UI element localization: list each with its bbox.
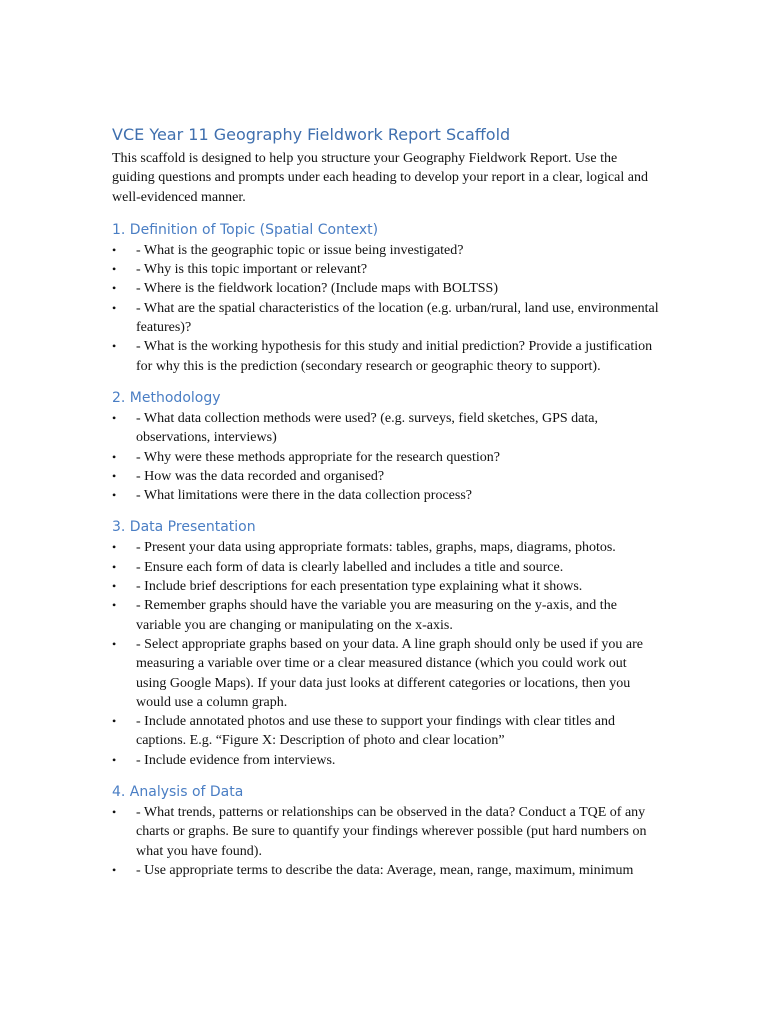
- list-item-text: - Include evidence from interviews.: [136, 752, 336, 768]
- section-heading: 4. Analysis of Data: [112, 784, 244, 801]
- list-item: [112, 803, 660, 861]
- list-item: [112, 448, 660, 467]
- list-item-text: - Why were these methods appropriate for the research question?: [136, 449, 500, 465]
- bullet-list: [112, 241, 660, 376]
- bullet-icon: •: [112, 752, 117, 767]
- list-item-text: - Select appropriate graphs based on your data. A line graph should only be used if you are measuring a variable over time or a clear measured distance (which you could work out using Google Maps). If your data just looks at different categories or locations, then you would use a column graph.: [136, 636, 643, 710]
- list-item-text: - Present your data using appropriate formats: tables, graphs, maps, diagrams, photos.: [136, 540, 616, 556]
- list-item: [112, 337, 660, 376]
- list-item-text: - What data collection methods were used? (e.g. surveys, field sketches, GPS data, observations, interviews): [136, 410, 598, 446]
- list-item: [112, 279, 660, 298]
- bullet-icon: •: [112, 262, 117, 277]
- bullet-icon: •: [112, 449, 117, 464]
- section-definition-of-topic: [112, 220, 660, 376]
- section-methodology: [112, 388, 660, 505]
- section-heading: 3. Data Presentation: [112, 519, 256, 536]
- bullet-icon: •: [112, 559, 117, 574]
- list-item-text: - Include annotated photos and use these to support your findings with clear titles and captions. E.g. “Figure X: Description of photo and clear location”: [136, 714, 616, 749]
- list-item-text: - Remember graphs should have the variable you are measuring on the y-axis, and the variable you are changing or manipulating on the x-axis.: [136, 598, 617, 633]
- bullet-icon: •: [112, 862, 117, 877]
- section-heading: 1. Definition of Topic (Spatial Context): [112, 221, 379, 238]
- section-heading: 2. Methodology: [112, 389, 221, 406]
- section-data-presentation: [112, 517, 660, 770]
- list-item: [112, 577, 660, 596]
- list-item: [112, 538, 660, 557]
- intro-paragraph: This scaffold is designed to help you structure your Geography Fieldwork Report. Use the guiding questions and prompts under each heading to develop your report in a clear, logical and well-evidenced manner.: [112, 151, 648, 205]
- list-item: [112, 712, 660, 751]
- list-item-text: - What is the geographic topic or issue being investigated?: [136, 242, 464, 258]
- list-item-text: - What is the working hypothesis for this study and initial prediction? Provide a justification for why this is the prediction (secondary research or geographic theory to support).: [136, 339, 653, 374]
- list-item-text: - Include brief descriptions for each presentation type explaining what it shows.: [136, 579, 583, 595]
- bullet-icon: •: [112, 468, 117, 483]
- list-item-text: - Use appropriate terms to describe the data: Average, mean, range, maximum, minimum: [136, 862, 634, 878]
- list-item: [112, 299, 660, 338]
- bullet-icon: •: [112, 300, 117, 315]
- bullet-list: [112, 803, 660, 880]
- list-item-text: - How was the data recorded and organised?: [136, 468, 385, 484]
- list-item-text: - What trends, patterns or relationships can be observed in the data? Conduct a TQE of any charts or graphs. Be sure to quantify your findings wherever possible (put hard numbers on what you have found).: [136, 805, 647, 859]
- list-item: [112, 241, 660, 260]
- list-item: [112, 861, 660, 880]
- bullet-icon: •: [112, 410, 117, 425]
- list-item: [112, 467, 660, 486]
- bullet-icon: •: [112, 805, 117, 820]
- list-item: [112, 486, 660, 505]
- bullet-icon: •: [112, 636, 117, 651]
- bullet-list: [112, 538, 660, 770]
- list-item: [112, 260, 660, 279]
- list-item: [112, 558, 660, 577]
- list-item-text: - Ensure each form of data is clearly labelled and includes a title and source.: [136, 559, 564, 575]
- list-item: [112, 751, 660, 770]
- list-item: [112, 409, 660, 448]
- bullet-icon: •: [112, 540, 117, 555]
- bullet-icon: •: [112, 488, 117, 503]
- bullet-icon: •: [112, 281, 117, 296]
- bullet-icon: •: [112, 339, 117, 354]
- list-item-text: - What are the spatial characteristics of the location (e.g. urban/rural, land use, environmental features)?: [136, 300, 659, 336]
- list-item: [112, 596, 660, 635]
- list-item: [112, 635, 660, 712]
- list-item-text: - Why is this topic important or relevant?: [136, 262, 368, 278]
- bullet-icon: •: [112, 714, 117, 729]
- bullet-icon: •: [112, 598, 117, 613]
- bullet-icon: •: [112, 242, 117, 257]
- bullet-icon: •: [112, 579, 117, 594]
- bullet-list: [112, 409, 660, 505]
- list-item-text: - What limitations were there in the data collection process?: [136, 488, 473, 504]
- section-analysis-of-data: [112, 782, 660, 880]
- document-page: [112, 124, 660, 880]
- document-title: VCE Year 11 Geography Fieldwork Report Scaffold: [112, 125, 511, 144]
- list-item-text: - Where is the fieldwork location? (Include maps with BOLTSS): [136, 281, 498, 297]
